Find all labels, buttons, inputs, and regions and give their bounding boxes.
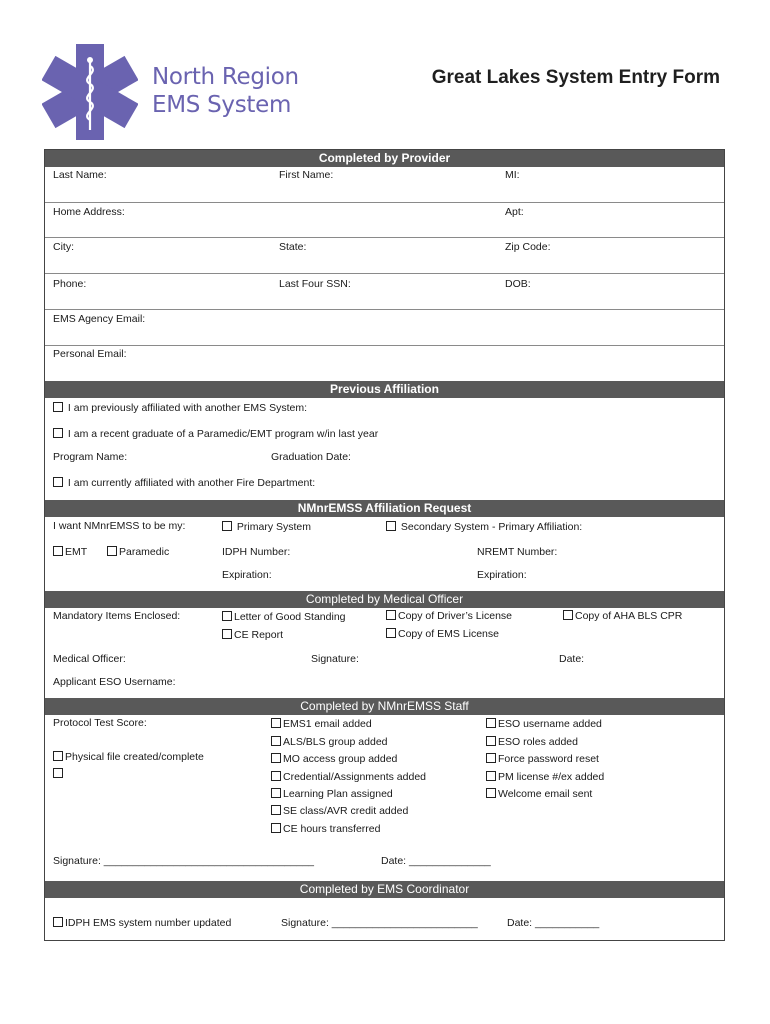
mi-field[interactable]: MI: <box>505 169 520 181</box>
staff-checklist-item[interactable]: Welcome email sent <box>486 788 592 801</box>
staff-checklist-item[interactable]: ALS/BLS group added <box>271 736 388 749</box>
staff-date-field[interactable]: Date: ______________ <box>381 855 491 867</box>
entry-form <box>44 149 725 941</box>
coordinator-date-field[interactable]: Date: ___________ <box>507 917 600 929</box>
staff-signature-field[interactable]: Signature: ____________________________________ <box>53 855 315 867</box>
fire-department-option[interactable]: I am currently affiliated with another Fire Department: <box>53 477 315 490</box>
section-previous-heading: Previous Affiliation <box>45 381 724 398</box>
idph-updated-option[interactable]: IDPH EMS system number updated <box>53 917 231 930</box>
paramedic-option[interactable]: Paramedic <box>107 546 169 559</box>
divider <box>45 309 724 310</box>
previous-affiliation-option[interactable]: I am previously affiliated with another EMS System: <box>53 402 307 415</box>
city-field[interactable]: City: <box>53 241 74 253</box>
checkbox[interactable] <box>486 788 496 798</box>
last-four-ssn-field[interactable]: Last Four SSN: <box>279 278 351 290</box>
first-name-field[interactable]: First Name: <box>279 169 334 181</box>
primary-system-option[interactable]: Primary System <box>222 521 311 534</box>
idph-number-field[interactable]: IDPH Number: <box>222 546 291 558</box>
organization-name <box>152 63 299 119</box>
staff-checklist-item[interactable]: CE hours transferred <box>271 823 380 836</box>
staff-checklist-item[interactable]: Learning Plan assigned <box>271 788 393 801</box>
staff-checklist-item[interactable]: PM license #/ex added <box>486 771 604 784</box>
section-request-heading: NMnrEMSS Affiliation Request <box>45 500 724 517</box>
divider <box>45 273 724 274</box>
checkbox[interactable] <box>486 771 496 781</box>
eso-username-field[interactable]: Applicant ESO Username: <box>53 676 176 688</box>
checkbox[interactable] <box>271 805 281 815</box>
checkbox[interactable] <box>563 610 573 620</box>
checkbox[interactable] <box>271 823 281 833</box>
program-name-field[interactable]: Program Name: <box>53 451 128 463</box>
ce-report-option[interactable]: CE Report <box>222 629 283 642</box>
ems-license-option[interactable]: Copy of EMS License <box>386 628 499 641</box>
form-title: Great Lakes System Entry Form <box>431 67 720 88</box>
org-line-1: North Region <box>152 64 299 90</box>
letter-good-standing-option[interactable]: Letter of Good Standing <box>222 611 346 624</box>
zip-code-field[interactable]: Zip Code: <box>505 241 551 253</box>
section-provider-heading: Completed by Provider <box>45 150 724 167</box>
aha-bls-cpr-option[interactable]: Copy of AHA BLS CPR <box>563 610 682 623</box>
checkbox[interactable] <box>53 428 63 438</box>
checkbox[interactable] <box>53 546 63 556</box>
org-line-2: EMS System <box>152 92 292 118</box>
checkbox[interactable] <box>486 736 496 746</box>
section-staff-heading: Completed by NMnrEMSS Staff <box>45 698 724 715</box>
secondary-system-option[interactable]: Secondary System - Primary Affiliation: <box>386 521 582 534</box>
checkbox[interactable] <box>486 718 496 728</box>
checkbox[interactable] <box>222 629 232 639</box>
state-field[interactable]: State: <box>279 241 307 253</box>
checkbox[interactable] <box>271 736 281 746</box>
nremt-expiration-field[interactable]: Expiration: <box>477 569 527 581</box>
nremt-number-field[interactable]: NREMT Number: <box>477 546 558 558</box>
checkbox[interactable] <box>386 610 396 620</box>
graduation-date-field[interactable]: Graduation Date: <box>271 451 351 463</box>
personal-email-field[interactable]: Personal Email: <box>53 348 127 360</box>
checkbox[interactable] <box>386 628 396 638</box>
staff-checklist-item[interactable]: Credential/Assignments added <box>271 771 426 784</box>
checkbox[interactable] <box>271 753 281 763</box>
checkbox[interactable] <box>53 768 63 778</box>
section-coordinator-heading: Completed by EMS Coordinator <box>45 881 724 898</box>
coordinator-signature-field[interactable]: Signature: _________________________ <box>281 917 478 929</box>
star-of-life-logo <box>42 44 138 140</box>
dob-field[interactable]: DOB: <box>505 278 531 290</box>
checkbox[interactable] <box>53 917 63 927</box>
want-label: I want NMnrEMSS to be my: <box>53 520 186 532</box>
officer-signature-field[interactable]: Signature: <box>311 653 359 665</box>
officer-date-field[interactable]: Date: <box>559 653 585 665</box>
medical-officer-field[interactable]: Medical Officer: <box>53 653 126 665</box>
last-name-field[interactable]: Last Name: <box>53 169 107 181</box>
checkbox[interactable] <box>386 521 396 531</box>
divider <box>45 345 724 346</box>
checkbox[interactable] <box>271 718 281 728</box>
idph-expiration-field[interactable]: Expiration: <box>222 569 272 581</box>
checkbox[interactable] <box>53 477 63 487</box>
apt-field[interactable]: Apt: <box>505 206 524 218</box>
checkbox[interactable] <box>271 771 281 781</box>
checkbox[interactable] <box>53 751 63 761</box>
checkbox[interactable] <box>271 788 281 798</box>
recent-graduate-option[interactable]: I am a recent graduate of a Paramedic/EMT program w/in last year <box>53 428 378 441</box>
drivers-license-option[interactable]: Copy of Driver’s License <box>386 610 512 623</box>
divider <box>45 237 724 238</box>
checkbox[interactable] <box>53 402 63 412</box>
agency-email-field[interactable]: EMS Agency Email: <box>53 313 146 325</box>
checkbox[interactable] <box>486 753 496 763</box>
staff-checklist-item[interactable]: MO access group added <box>271 753 397 766</box>
emt-option[interactable]: EMT <box>53 546 87 559</box>
staff-checklist-item[interactable]: Force password reset <box>486 753 599 766</box>
checkbox[interactable] <box>222 521 232 531</box>
staff-checklist-item[interactable]: ESO username added <box>486 718 602 731</box>
divider <box>45 202 724 203</box>
checkbox[interactable] <box>107 546 117 556</box>
physical-file-option[interactable]: Physical file created/complete <box>53 751 204 764</box>
staff-checklist-item[interactable]: SE class/AVR credit added <box>271 805 408 818</box>
home-address-field[interactable]: Home Address: <box>53 206 125 218</box>
blank-option[interactable] <box>53 768 65 781</box>
phone-field[interactable]: Phone: <box>53 278 87 290</box>
staff-checklist-item[interactable]: EMS1 email added <box>271 718 372 731</box>
mandatory-items-label: Mandatory Items Enclosed: <box>53 610 181 622</box>
checkbox[interactable] <box>222 611 232 621</box>
protocol-test-score-field[interactable]: Protocol Test Score: <box>53 717 147 729</box>
section-medical-heading: Completed by Medical Officer <box>45 591 724 608</box>
staff-checklist-item[interactable]: ESO roles added <box>486 736 578 749</box>
